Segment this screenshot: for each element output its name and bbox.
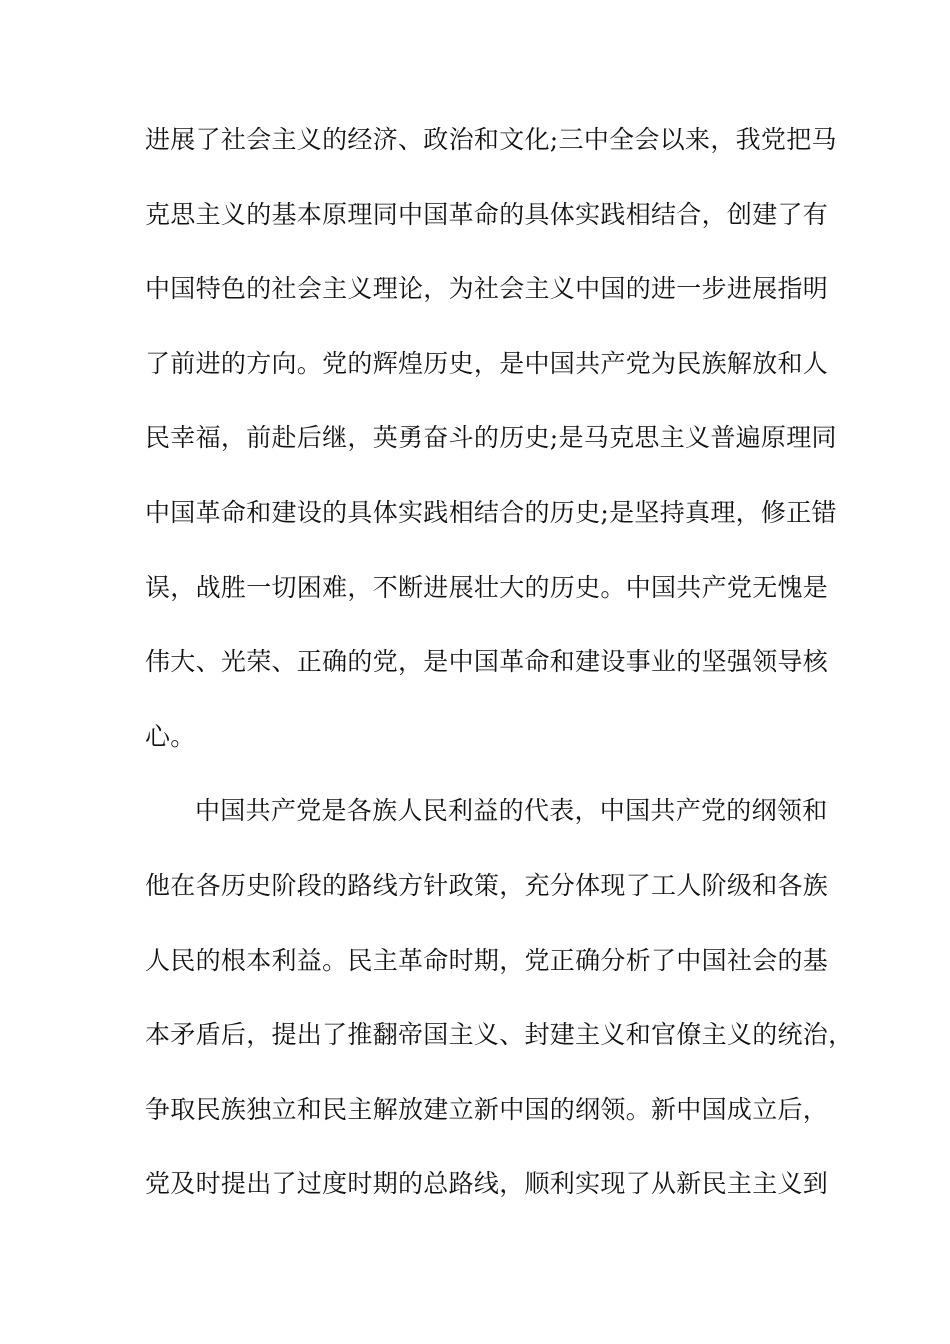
paragraph-2 <box>145 774 854 1222</box>
text-line: 心。 <box>145 721 196 751</box>
paragraph-1 <box>145 103 835 774</box>
text-line: 党及时提出了过度时期的总路线，顺利实现了从新民主主义到 <box>145 1169 829 1199</box>
text-line: 民幸福，前赴后继，英勇奋斗的历史;是马克思主义普遍原理同 <box>145 423 837 453</box>
text-line: 中国共产党是各族人民利益的代表，中国共产党的纲领和 <box>195 796 828 826</box>
text-line: 中国特色的社会主义理论，为社会主义中国的进一步进展指明 <box>145 274 829 304</box>
text-line: 误，战胜一切困难，不断进展壮大的历史。中国共产党无愧是 <box>145 572 829 602</box>
text-line: 人民的根本利益。民主革命时期，党正确分析了中国社会的基 <box>145 945 829 975</box>
text-line: 他在各历史阶段的路线方针政策，充分体现了工人阶级和各族 <box>145 870 829 900</box>
text-line: 克思主义的基本原理同中国革命的具体实践相结合，创建了有 <box>145 199 829 229</box>
text-line: 进展了社会主义的经济、政治和文化;三中全会以来，我党把马 <box>145 125 837 154</box>
text-line: 伟大、光荣、正确的党，是中国革命和建设事业的坚强领导核 <box>145 647 829 677</box>
body-text <box>145 103 854 1222</box>
text-line: 本矛盾后，提出了推翻帝国主义、封建主义和官僚主义的统治， <box>145 1020 854 1050</box>
text-line: 中国革命和建设的具体实践相结合的历史;是坚持真理，修正错 <box>145 497 837 527</box>
text-line: 了前进的方向。党的辉煌历史，是中国共产党为民族解放和人 <box>145 348 829 378</box>
text-line: 争取民族独立和民主解放建立新中国的纲领。新中国成立后， <box>145 1094 829 1124</box>
